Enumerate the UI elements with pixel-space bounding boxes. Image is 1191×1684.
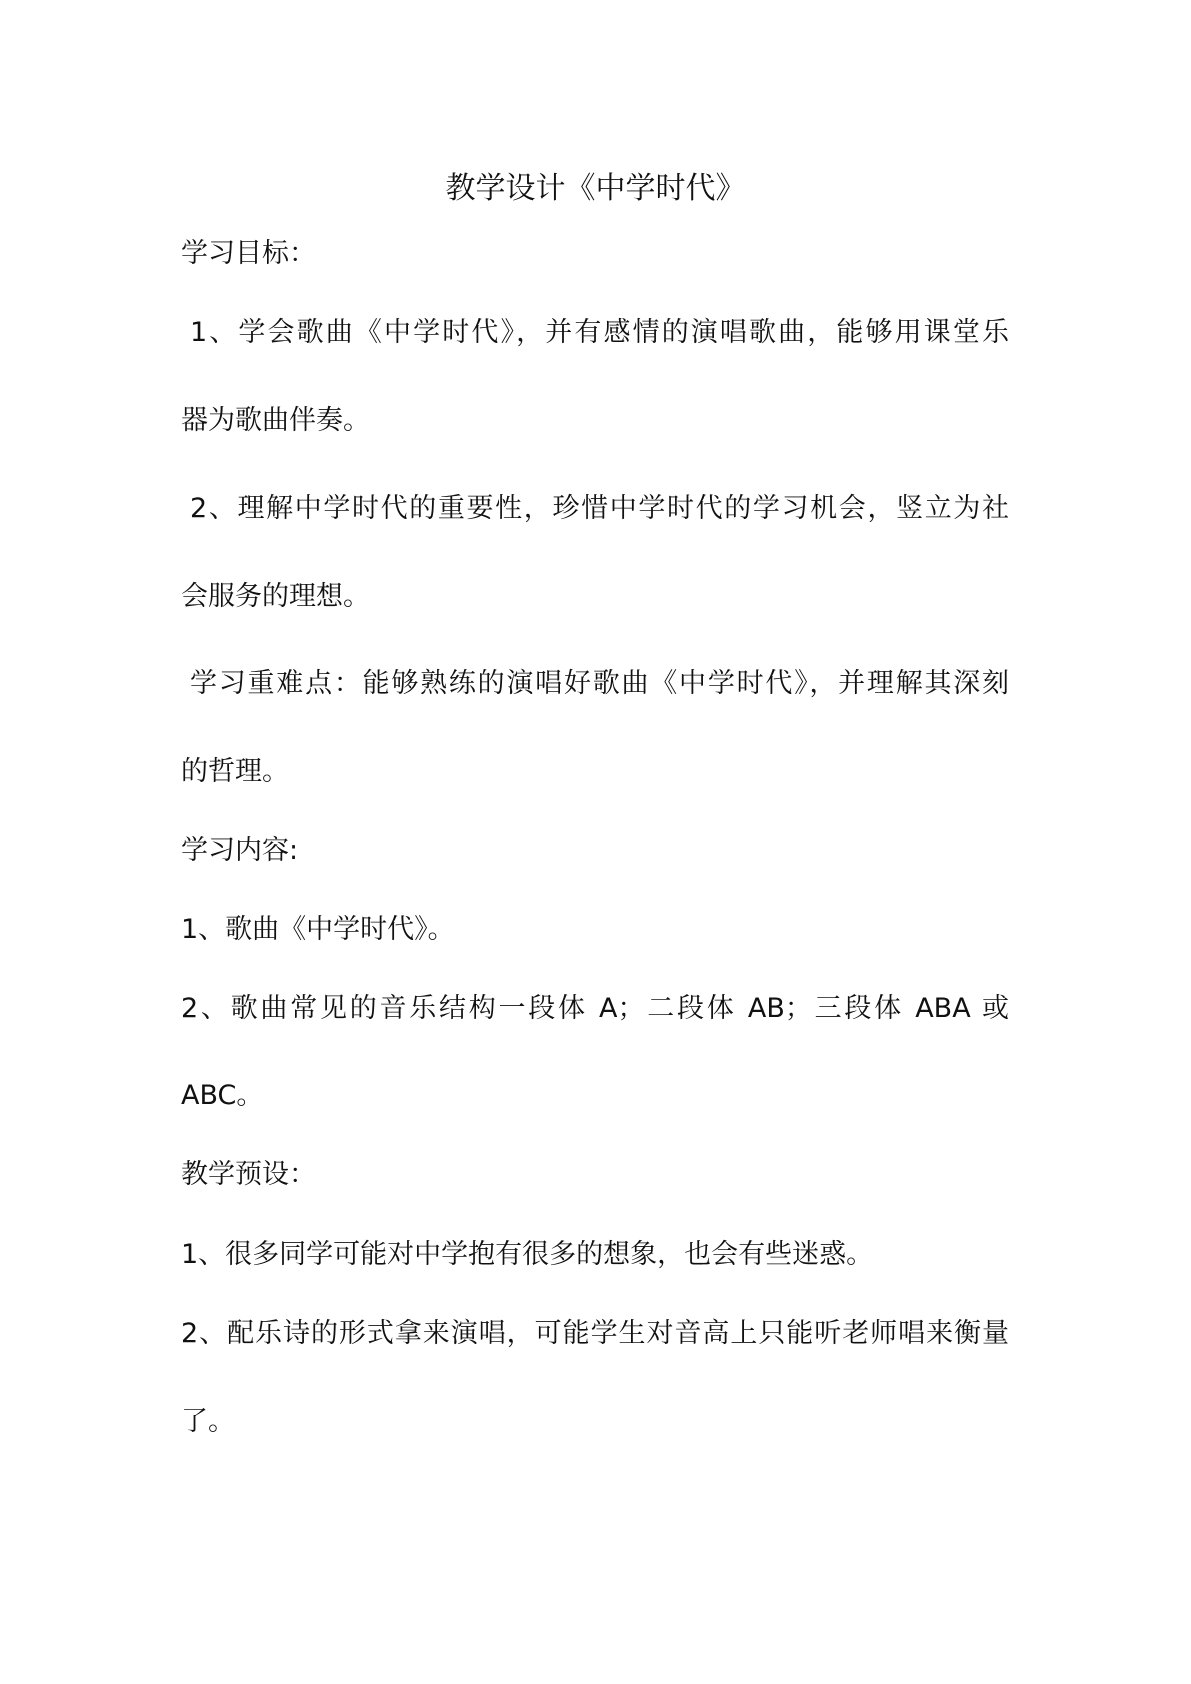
- paragraph-line: 器为歌曲伴奏。: [181, 405, 370, 436]
- list-item: 2、歌曲常见的音乐结构一段体 A；二段体 AB；三段体 ABA 或: [181, 993, 1009, 1024]
- section-heading-learning-content: 学习内容:: [181, 835, 299, 866]
- paragraph-line: 会服务的理想。: [181, 581, 370, 612]
- paragraph-line: 2、理解中学时代的重要性，珍惜中学时代的学习机会，竖立为社: [190, 493, 1009, 524]
- list-item: 1、很多同学可能对中学抱有很多的想象，也会有些迷惑。: [181, 1239, 874, 1270]
- paragraph-line: 了。: [181, 1406, 235, 1437]
- paragraph-line: ABC。: [181, 1080, 264, 1111]
- list-item: 1、歌曲《中学时代》。: [181, 914, 455, 945]
- paragraph-line: 1、学会歌曲《中学时代》，并有感情的演唱歌曲，能够用课堂乐: [190, 317, 1009, 348]
- document-title: 教学设计《中学时代》: [445, 171, 746, 206]
- section-heading-learning-goals: 学习目标：: [181, 238, 316, 269]
- section-heading-teaching-presets: 教学预设：: [181, 1159, 316, 1190]
- paragraph-line: 的哲理。: [181, 756, 289, 787]
- paragraph-line: 学习重难点：能够熟练的演唱好歌曲《中学时代》，并理解其深刻: [190, 668, 1009, 699]
- list-item: 2、配乐诗的形式拿来演唱，可能学生对音高上只能听老师唱来衡量: [181, 1318, 1009, 1349]
